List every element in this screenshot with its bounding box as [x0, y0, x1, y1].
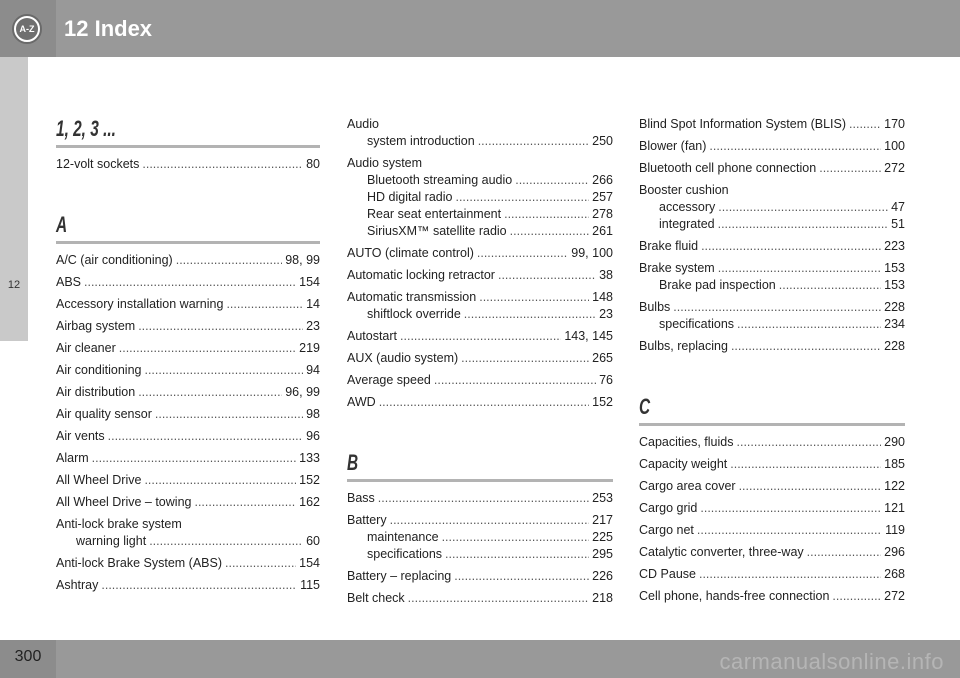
chapter-side-tab — [0, 57, 28, 341]
index-subentry — [639, 316, 905, 338]
section-heading — [56, 212, 320, 238]
index-entry-leader-dots — [731, 338, 881, 355]
index-entry-label: Cell phone, hands-free connection — [639, 589, 830, 603]
index-entry-page[interactable]: 153 — [884, 278, 905, 292]
index-entry-label: Battery — [347, 513, 387, 527]
index-entry-leader-dots — [442, 529, 590, 546]
index-entry — [56, 494, 320, 516]
index-entry-leader-dots — [92, 450, 296, 467]
index-entry-leader-dots — [779, 277, 881, 294]
index-entry — [56, 274, 320, 296]
index-entry-leader-dots — [84, 274, 296, 291]
index-entry — [639, 138, 905, 160]
watermark: carmanualsonline.info — [719, 649, 944, 674]
index-entry-label: SiriusXM™ satellite radio — [367, 224, 507, 238]
index-entry — [639, 566, 905, 588]
index-entry-page[interactable]: 170 — [884, 117, 905, 131]
index-entry-label: maintenance — [367, 530, 439, 544]
index-entry-leader-dots — [454, 568, 589, 585]
index-entry-label: A/C (air conditioning) — [56, 253, 173, 267]
index-entry-leader-dots — [138, 318, 303, 335]
index-entry-label: Air cleaner — [56, 341, 116, 355]
index-entry-page[interactable]: 290 — [884, 435, 905, 449]
index-subentry — [639, 277, 905, 299]
index-entry-page[interactable]: 47 — [891, 200, 905, 214]
index-entry-leader-dots — [730, 456, 881, 473]
index-entry-page[interactable]: 152 — [299, 473, 320, 487]
index-entry — [347, 512, 613, 529]
header-icon-tab — [0, 0, 56, 57]
index-entry-leader-dots — [479, 289, 589, 306]
index-entry-page[interactable]: 23 — [599, 307, 613, 321]
index-entry-leader-dots — [737, 434, 882, 451]
index-subentry — [347, 529, 613, 546]
index-entry-label: AUX (audio system) — [347, 351, 459, 365]
index-entry-label: Cargo net — [639, 523, 694, 537]
index-entry-page[interactable]: 265 — [592, 351, 613, 365]
index-entry — [56, 577, 320, 599]
index-entry-page[interactable]: 266 — [592, 173, 613, 187]
index-entry-leader-dots — [390, 512, 590, 529]
index-entry-label: Air vents — [56, 429, 105, 443]
index-entry-leader-dots — [699, 566, 881, 583]
index-entry-label: All Wheel Drive — [56, 473, 142, 487]
index-entry-leader-dots — [461, 350, 589, 367]
index-entry-page[interactable]: 219 — [299, 341, 320, 355]
index-entry-leader-dots — [477, 245, 568, 262]
index-entry-page[interactable]: 278 — [592, 207, 613, 221]
section-letter: C — [639, 394, 651, 419]
index-entry — [639, 299, 905, 316]
index-entry-leader-dots — [718, 216, 888, 233]
index-entry-leader-dots — [379, 394, 589, 411]
section-rule — [56, 241, 320, 244]
index-entry — [639, 456, 905, 478]
index-entry-leader-dots — [138, 384, 282, 401]
index-entry-label: Bluetooth streaming audio — [367, 173, 513, 187]
index-entry-leader-dots — [739, 478, 882, 495]
index-entry-label: Brake fluid — [639, 239, 699, 253]
index-entry-page[interactable]: 14 — [306, 297, 320, 311]
index-entry — [56, 406, 320, 428]
index-az-icon-text: A-Z — [16, 18, 38, 40]
index-entry — [347, 267, 613, 289]
index-entry-label: Belt check — [347, 591, 405, 605]
index-subentry — [347, 172, 613, 189]
index-entry-leader-dots — [400, 328, 561, 345]
index-subentry — [347, 206, 613, 223]
index-entry-page[interactable]: 257 — [592, 190, 613, 204]
index-entry — [56, 450, 320, 472]
index-entry-label: HD digital radio — [367, 190, 453, 204]
section-rule — [56, 145, 320, 148]
index-entry-leader-dots — [498, 267, 596, 284]
index-entry-page[interactable]: 148 — [592, 290, 613, 304]
index-entry-page[interactable]: 185 — [884, 457, 905, 471]
index-entry-leader-dots — [194, 494, 296, 511]
index-entry — [56, 318, 320, 340]
index-entry — [56, 156, 320, 178]
index-entry-leader-dots — [176, 252, 283, 269]
index-entry-leader-dots — [144, 472, 296, 489]
index-entry-page[interactable]: 96, 99 — [285, 385, 320, 399]
index-entry-page[interactable]: 253 — [592, 491, 613, 505]
index-subentry — [639, 199, 905, 216]
index-subentry — [56, 533, 320, 555]
chapter-title: 12 Index — [64, 16, 153, 41]
index-entry-page[interactable]: 96 — [306, 429, 320, 443]
index-entry-label: shiftlock override — [367, 307, 461, 321]
index-entry-label: Booster cushion — [639, 183, 729, 197]
index-entry-page[interactable]: 296 — [884, 545, 905, 559]
index-entry-page[interactable]: 121 — [884, 501, 905, 515]
index-entry — [56, 384, 320, 406]
index-entry-leader-dots — [225, 555, 296, 572]
index-entry-page[interactable]: 98 — [306, 407, 320, 421]
index-entry-leader-dots — [464, 306, 596, 323]
index-entry-label: CD Pause — [639, 567, 696, 581]
index-entry-label: Air quality sensor — [56, 407, 152, 421]
index-entry-label: Bulbs — [639, 300, 671, 314]
index-entry-page[interactable]: 99, 100 — [571, 246, 613, 260]
index-entry-label: specifications — [367, 547, 443, 561]
index-entry — [347, 328, 613, 350]
index-entry-leader-dots — [101, 577, 297, 594]
chapter-side-tab-number: 12 — [7, 279, 21, 291]
index-entry-label: 12-volt sockets — [56, 157, 140, 171]
index-entry-label: Air distribution — [56, 385, 136, 399]
index-entry-leader-dots — [673, 299, 881, 316]
index-entry-label: integrated — [659, 217, 715, 231]
index-entry-page[interactable]: 272 — [884, 589, 905, 603]
index-entry-leader-dots — [737, 316, 881, 333]
page-footer — [0, 640, 960, 678]
index-entry-page[interactable]: 226 — [592, 569, 613, 583]
index-entry-leader-dots — [832, 588, 881, 605]
index-entry-page[interactable]: 153 — [884, 261, 905, 275]
index-entry-label: Average speed — [347, 373, 431, 387]
index-entry-label: Bass — [347, 491, 375, 505]
index-entry-label: AUTO (climate control) — [347, 246, 474, 260]
section-letter: A — [56, 212, 68, 237]
index-entry-label: Capacities, fluids — [639, 435, 734, 449]
index-entry-leader-dots — [515, 172, 589, 189]
index-entry-leader-dots — [718, 260, 881, 277]
index-entry-label: AWD — [347, 395, 376, 409]
index-entry-page[interactable]: 154 — [299, 556, 320, 570]
index-entry-label: Accessory installation warning — [56, 297, 224, 311]
index-entry — [347, 590, 613, 612]
index-entry — [639, 338, 905, 360]
index-entry-page[interactable]: 268 — [884, 567, 905, 581]
index-entry-leader-dots — [408, 590, 589, 607]
index-entry-label: Catalytic converter, three-way — [639, 545, 804, 559]
index-subentry — [639, 216, 905, 238]
index-entry-label: ABS — [56, 275, 82, 289]
index-entry-label: Blind Spot Information System (BLIS) — [639, 117, 847, 131]
section-heading — [639, 394, 905, 420]
index-entry-page[interactable]: 261 — [592, 224, 613, 238]
index-entry-label: Airbag system — [56, 319, 136, 333]
index-entry-label: Ashtray — [56, 578, 99, 592]
index-column-2 — [347, 116, 613, 612]
index-az-icon — [12, 14, 42, 44]
index-entry-page[interactable]: 217 — [592, 513, 613, 527]
section-heading — [56, 116, 320, 142]
index-entry-page[interactable]: 80 — [306, 157, 320, 171]
section-heading — [347, 450, 613, 476]
index-entry-page[interactable]: 228 — [884, 300, 905, 314]
index-entry-leader-dots — [709, 138, 881, 155]
section-gap — [639, 360, 905, 394]
section-rule — [639, 423, 905, 426]
index-entry-page[interactable]: 60 — [306, 534, 320, 548]
index-entry — [639, 500, 905, 522]
index-entry-page[interactable]: 234 — [884, 317, 905, 331]
index-entry-label: Cargo area cover — [639, 479, 736, 493]
index-entry — [639, 522, 905, 544]
index-entry-page[interactable]: 133 — [299, 451, 320, 465]
index-entry-page[interactable]: 98, 99 — [285, 253, 320, 267]
index-entry-label: warning light — [76, 534, 147, 548]
index-entry — [56, 428, 320, 450]
index-entry — [56, 472, 320, 494]
index-entry-leader-dots — [700, 500, 881, 517]
index-entry — [347, 490, 613, 512]
index-entry-page[interactable]: 218 — [592, 591, 613, 605]
footer-page-tab — [0, 640, 56, 678]
index-entry-leader-dots — [144, 362, 303, 379]
index-column-1 — [56, 116, 320, 599]
index-entry-label: All Wheel Drive – towing — [56, 495, 192, 509]
index-entry-leader-dots — [455, 189, 589, 206]
index-entry — [347, 116, 613, 133]
index-entry-label: Bluetooth cell phone connection — [639, 161, 817, 175]
index-entry-label: Audio — [347, 117, 379, 131]
index-entry — [347, 350, 613, 372]
chapter-header — [0, 0, 960, 57]
index-entry-label: Brake pad inspection — [659, 278, 776, 292]
index-entry-leader-dots — [226, 296, 303, 313]
index-entry-label: Autostart — [347, 329, 398, 343]
index-entry-label: Battery – replacing — [347, 569, 452, 583]
page-number: 300 — [14, 648, 42, 665]
index-entry-label: Anti-lock brake system — [56, 517, 182, 531]
index-entry-label: Air conditioning — [56, 363, 142, 377]
index-entry-label: specifications — [659, 317, 735, 331]
index-entry-page[interactable]: 272 — [884, 161, 905, 175]
index-entry — [639, 260, 905, 277]
index-entry — [639, 160, 905, 182]
index-entry — [639, 544, 905, 566]
index-entry-page[interactable]: 23 — [306, 319, 320, 333]
index-entry-leader-dots — [155, 406, 303, 423]
index-entry — [56, 362, 320, 384]
index-entry — [347, 568, 613, 590]
index-entry-leader-dots — [478, 133, 589, 150]
index-entry-page[interactable]: 250 — [592, 134, 613, 148]
index-entry-page[interactable]: 122 — [884, 479, 905, 493]
index-entry — [347, 289, 613, 306]
index-entry-page[interactable]: 143, 145 — [564, 329, 613, 343]
index-entry-leader-dots — [378, 490, 589, 507]
index-entry-page[interactable]: 162 — [299, 495, 320, 509]
index-column-3 — [639, 116, 905, 610]
index-entry — [347, 394, 613, 416]
index-entry-leader-dots — [849, 116, 881, 133]
index-entry-leader-dots — [819, 160, 881, 177]
index-entry-page[interactable]: 76 — [599, 373, 613, 387]
section-letter: B — [347, 450, 359, 475]
index-entry-label: Alarm — [56, 451, 89, 465]
index-entry-leader-dots — [434, 372, 596, 389]
index-entry-leader-dots — [149, 533, 303, 550]
index-subentry — [347, 189, 613, 206]
index-entry — [347, 245, 613, 267]
index-entry — [639, 238, 905, 260]
index-entry — [639, 588, 905, 610]
index-entry — [347, 372, 613, 394]
index-entry-page[interactable]: 152 — [592, 395, 613, 409]
index-entry-label: Blower (fan) — [639, 139, 707, 153]
index-entry-leader-dots — [108, 428, 303, 445]
index-entry-label: Rear seat entertainment — [367, 207, 502, 221]
index-entry-page[interactable]: 51 — [891, 217, 905, 231]
section-gap — [56, 178, 320, 212]
index-entry-leader-dots — [701, 238, 881, 255]
index-entry-leader-dots — [697, 522, 882, 539]
index-entry-label: system introduction — [367, 134, 475, 148]
index-entry-page[interactable]: 228 — [884, 339, 905, 353]
index-entry-leader-dots — [142, 156, 303, 173]
index-entry-label: Anti-lock Brake System (ABS) — [56, 556, 223, 570]
index-entry-leader-dots — [119, 340, 296, 357]
index-entry-page[interactable]: 295 — [592, 547, 613, 561]
index-entry-label: Cargo grid — [639, 501, 698, 515]
index-entry — [56, 555, 320, 577]
index-entry-label: Brake system — [639, 261, 715, 275]
index-entry-label: Audio system — [347, 156, 423, 170]
index-entry-page[interactable]: 38 — [599, 268, 613, 282]
index-entry — [56, 340, 320, 362]
index-subentry — [347, 223, 613, 245]
index-entry — [639, 182, 905, 199]
index-subentry — [347, 546, 613, 568]
index-subentry — [347, 133, 613, 155]
section-gap — [347, 416, 613, 450]
index-entry-label: Bulbs, replacing — [639, 339, 728, 353]
index-entry-page[interactable]: 225 — [592, 530, 613, 544]
section-rule — [347, 479, 613, 482]
index-entry-leader-dots — [504, 206, 589, 223]
section-letter: 1, 2, 3 ... — [56, 116, 116, 141]
index-entry-leader-dots — [807, 544, 881, 561]
index-entry — [56, 252, 320, 274]
index-entry — [56, 296, 320, 318]
index-entry — [347, 155, 613, 172]
index-entry-label: Automatic transmission — [347, 290, 477, 304]
index-entry-leader-dots — [510, 223, 590, 240]
index-entry-page[interactable]: 154 — [299, 275, 320, 289]
index-entry-page[interactable]: 94 — [306, 363, 320, 377]
index-entry-leader-dots — [445, 546, 589, 563]
index-entry-page[interactable]: 119 — [885, 523, 905, 537]
index-entry-leader-dots — [718, 199, 888, 216]
index-entry-label: Automatic locking retractor — [347, 268, 495, 282]
index-entry-page[interactable]: 115 — [300, 578, 320, 592]
index-entry-label: Capacity weight — [639, 457, 728, 471]
index-entry-label: accessory — [659, 200, 716, 214]
index-entry — [56, 516, 320, 533]
index-entry-page[interactable]: 223 — [884, 239, 905, 253]
index-entry — [639, 434, 905, 456]
index-entry — [639, 478, 905, 500]
index-entry — [639, 116, 905, 138]
index-entry-page[interactable]: 100 — [884, 139, 905, 153]
index-subentry — [347, 306, 613, 328]
